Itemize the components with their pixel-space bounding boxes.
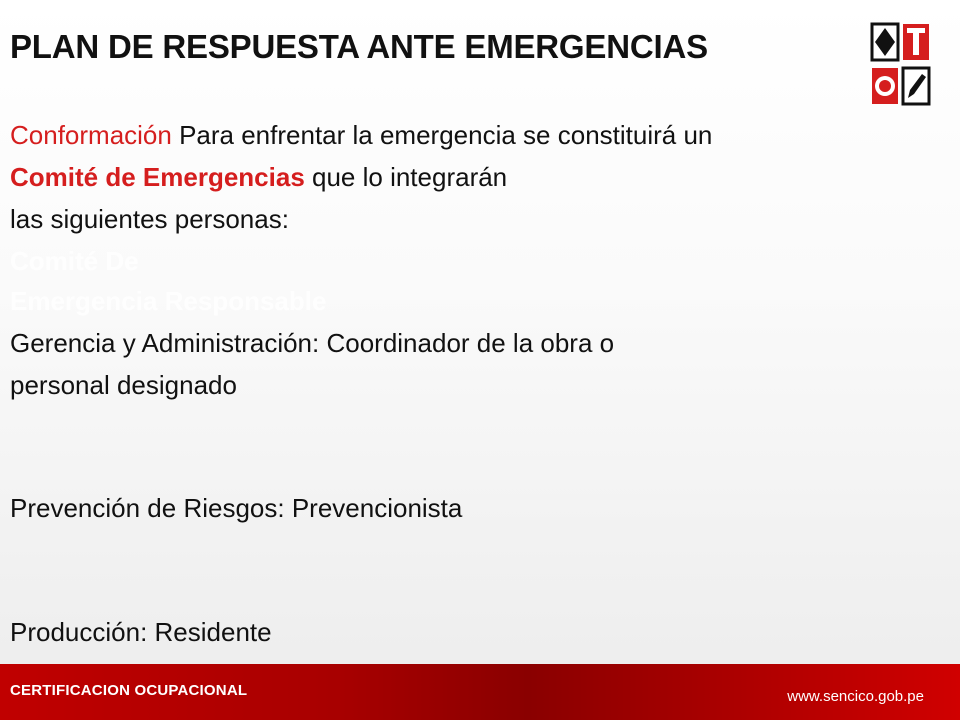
sencico-logo-icon (870, 22, 932, 108)
role-prevencion: Prevención de Riesgos: Prevencionista (10, 493, 463, 523)
role-gerencia-line-2: personal designado (10, 370, 237, 400)
table-header-committee: Comité De (10, 246, 139, 276)
paragraph-line-1 (10, 120, 712, 151)
role-gerencia-line-1: Gerencia y Administración: Coordinador de la obra o (10, 328, 615, 358)
paragraph-text-1: Para enfrentar la emergencia se constituirá un (171, 120, 713, 150)
table-header-responsible: Emergencia Responsable (10, 286, 327, 316)
paragraph-text-2: que lo integrarán (304, 162, 508, 192)
footer-certification: CERTIFICACION OCUPACIONAL (10, 682, 248, 699)
footer-website[interactable]: www.sencico.gob.pe (787, 688, 924, 705)
paragraph-line-3: las siguientes personas: (10, 204, 289, 234)
role-produccion: Producción: Residente (10, 617, 272, 647)
conformacion-label: Conformación (10, 120, 172, 150)
footer-bar (0, 664, 960, 720)
slide-title: PLAN DE RESPUESTA ANTE EMERGENCIAS (10, 28, 708, 65)
paragraph-line-2 (10, 162, 507, 193)
committee-name: Comité de Emergencias (10, 162, 305, 192)
